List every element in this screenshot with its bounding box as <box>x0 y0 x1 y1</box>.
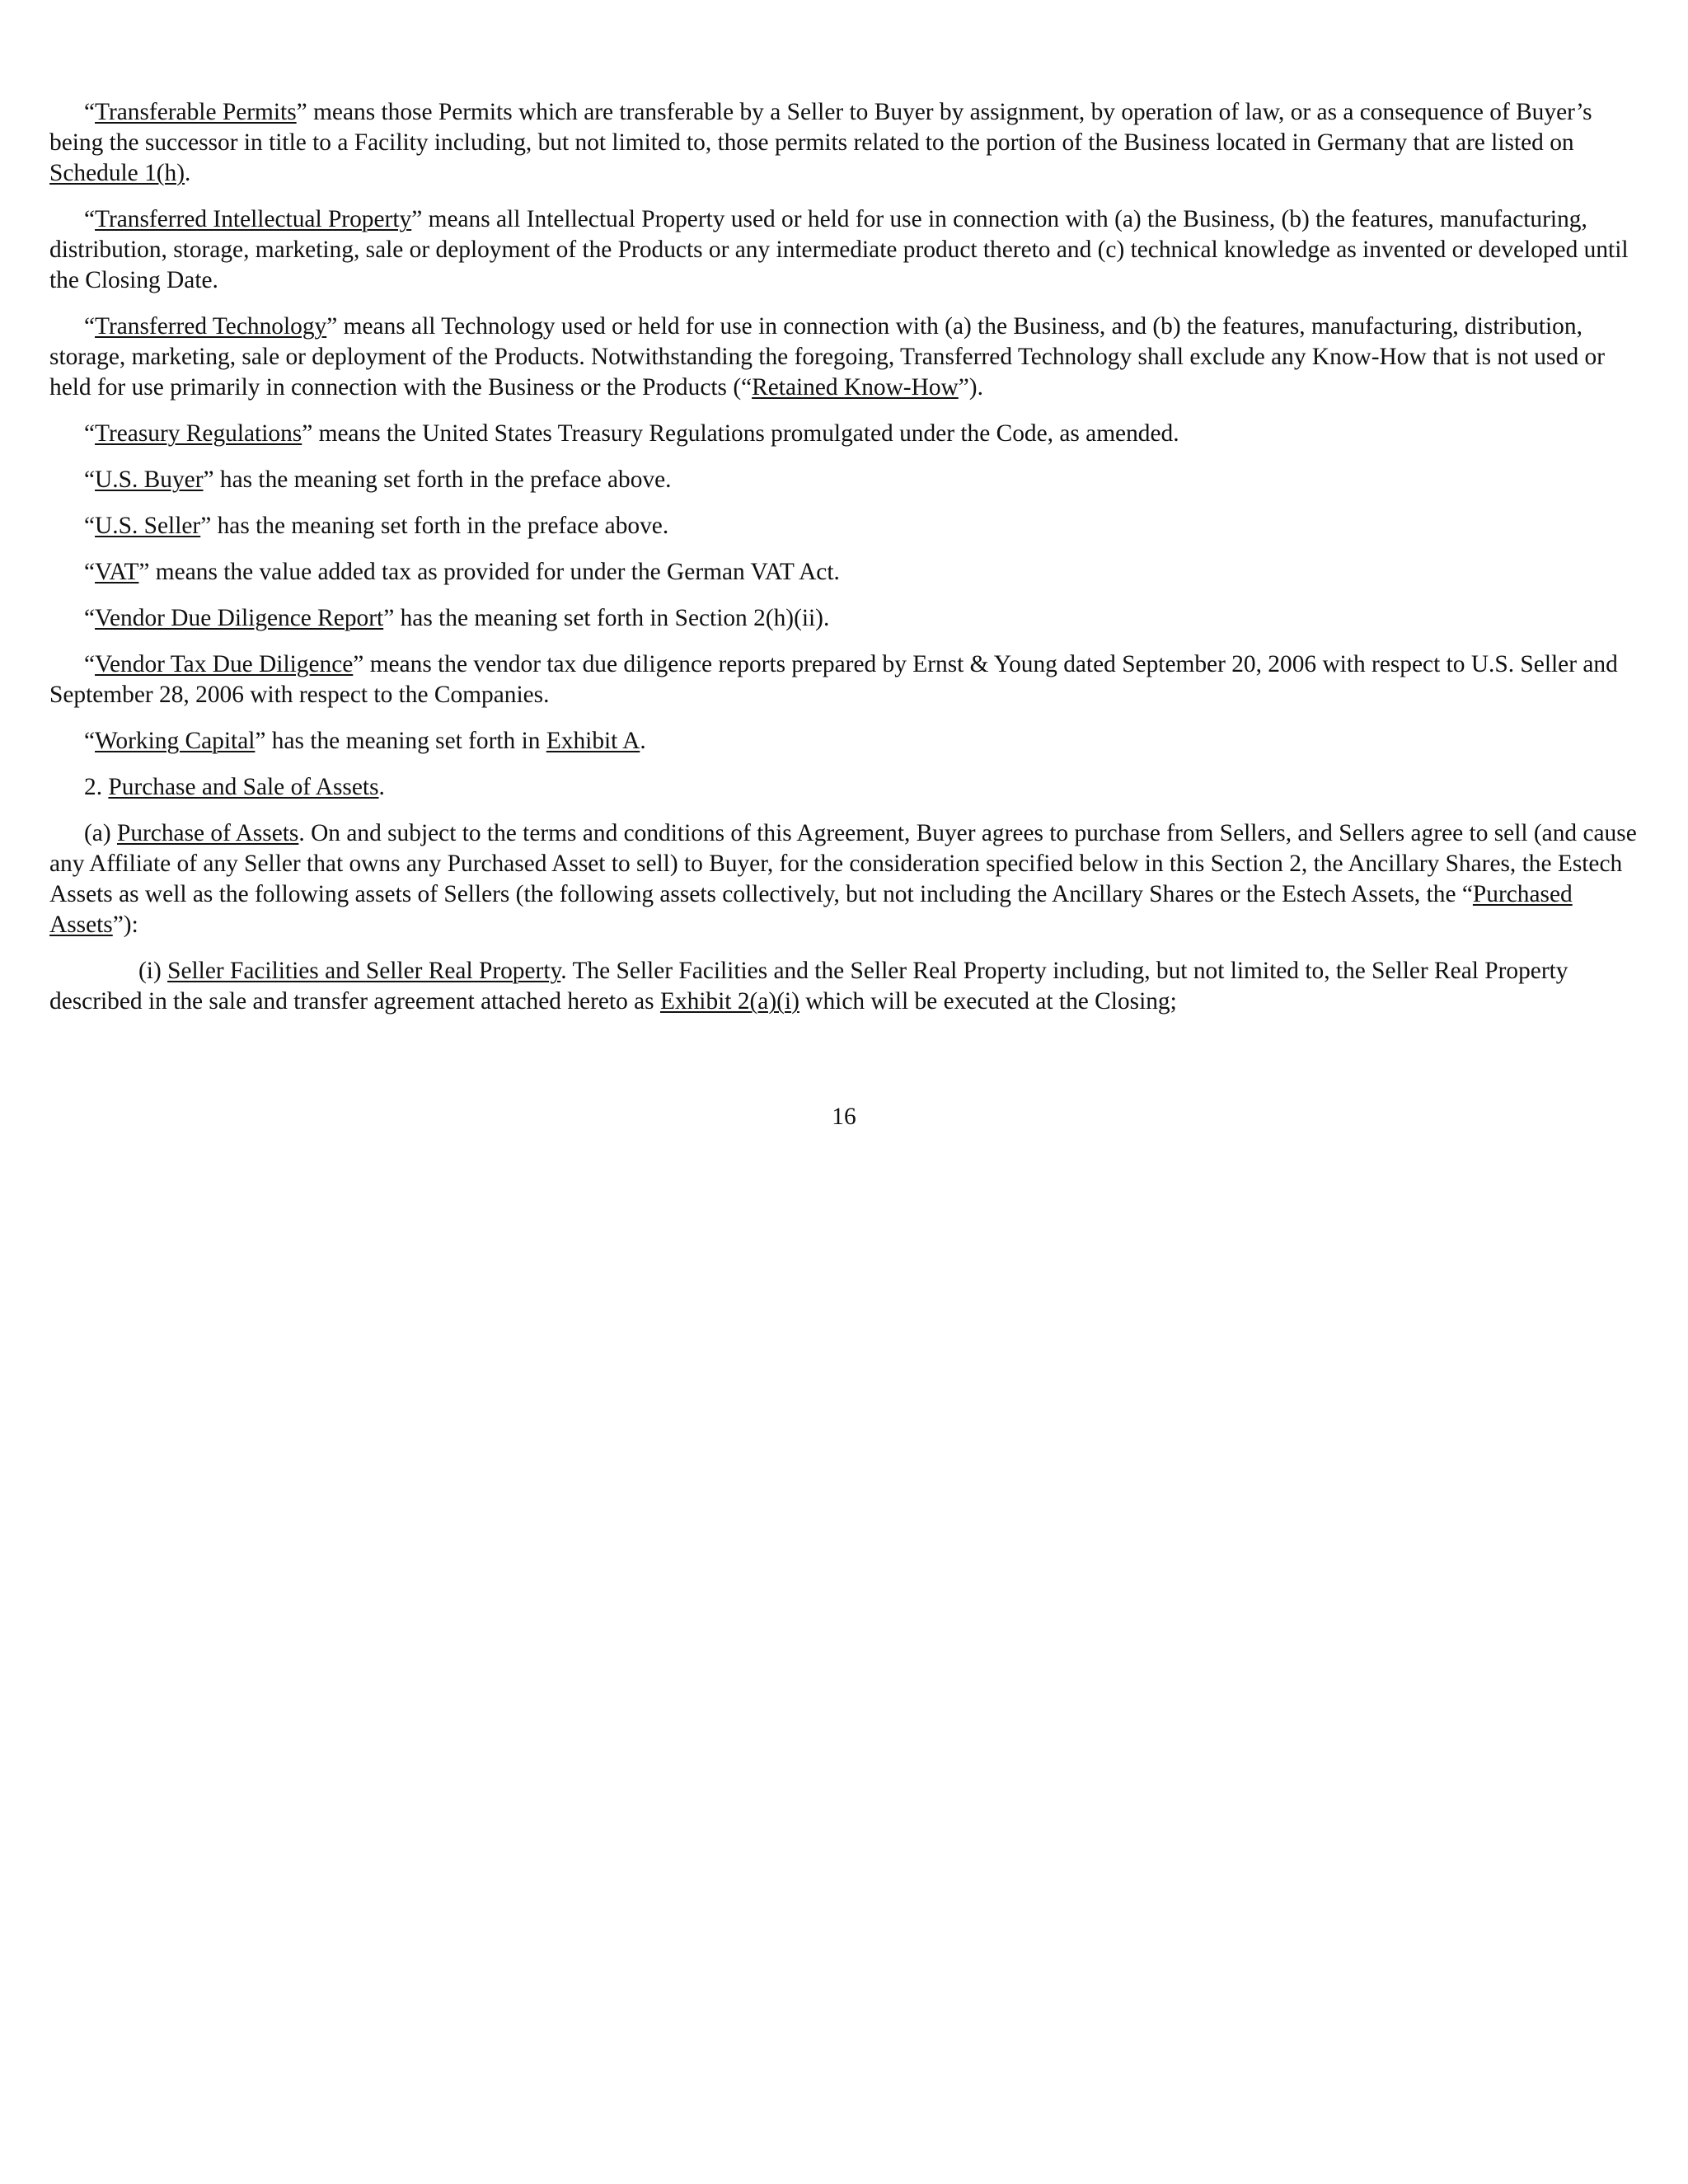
text-run: (i) <box>138 958 168 984</box>
underlined-term: Purchase of Assets <box>116 820 299 846</box>
text-run: (a) <box>84 820 117 846</box>
underlined-term: Purchase and Sale of Assets <box>108 774 379 800</box>
text-run: . The Seller Facilities and the Seller Real Property including, but not limited to, the Seller Real Property described in the sale and transfer agreement attached hereto as <box>49 958 1568 1015</box>
paragraph-def-us-seller <box>49 511 1642 541</box>
text-run: which will be executed at the Closing; <box>799 988 1177 1015</box>
text-run: ” means the value added tax as provided for under the German VAT Act. <box>138 559 840 585</box>
text-run: . <box>640 728 646 754</box>
text-run: “ <box>84 605 96 631</box>
text-run: ” has the meaning set forth in the preface above. <box>203 466 672 493</box>
underlined-term: Transferable Permits <box>95 99 297 125</box>
text-run: “ <box>84 99 96 125</box>
paragraph-def-treasury-regulations <box>49 419 1642 449</box>
underlined-term: Seller Facilities and Seller Real Property <box>167 958 561 984</box>
text-run: . <box>185 160 191 186</box>
underlined-term: Transferred Intellectual Property <box>95 206 412 232</box>
text-run: ” means those Permits which are transferable by a Seller to Buyer by assignment, by operation of law, or as a consequence of Buyer’s being the successor in title to a Facility including, but not limited to, those permits related to the portion of the Business located in Germany that are listed on <box>49 99 1592 156</box>
underlined-term: Exhibit 2(a)(i) <box>659 988 799 1015</box>
text-run: “ <box>84 420 96 447</box>
paragraph-section-2-heading <box>49 772 1642 803</box>
text-run: “ <box>84 559 96 585</box>
underlined-term: VAT <box>95 559 139 585</box>
text-run: ” has the meaning set forth in Section 2(h)(ii). <box>383 605 830 631</box>
text-run: ” means all Intellectual Property used or held for use in connection with (a) the Business, (b) the features, manufacturing, distribution, storage, marketing, sale or deployment of the Products or any intermediate product thereto and (c) technical knowledge as invented or developed until the Closing Date. <box>49 206 1629 293</box>
paragraph-section-2a-purchase-of-assets <box>49 818 1642 940</box>
text-run: “ <box>84 513 96 539</box>
text-run: ” has the meaning set forth in <box>255 728 546 754</box>
text-run: ” means the vendor tax due diligence reports prepared by Ernst & Young dated September 20, 2006 with respect to U.S. Seller and September 28, 2006 with respect to the Companies. <box>49 651 1618 708</box>
paragraph-def-us-buyer <box>49 465 1642 495</box>
paragraph-def-working-capital <box>49 726 1642 757</box>
paragraph-section-2a-i-seller-facilities <box>49 956 1642 1017</box>
paragraph-def-transferable-permits <box>49 97 1642 189</box>
paragraph-def-transferred-technology <box>49 312 1642 403</box>
underlined-term: Transferred Technology <box>95 313 327 340</box>
underlined-term: Schedule 1(h) <box>49 160 185 186</box>
text-run: . <box>378 774 385 800</box>
text-run: “ <box>84 728 96 754</box>
underlined-term: Working Capital <box>95 728 256 754</box>
text-run: “ <box>84 206 96 232</box>
paragraph-def-vendor-tax-due-diligence <box>49 649 1642 710</box>
paragraph-def-vendor-due-diligence-report <box>49 603 1642 634</box>
underlined-term: Vendor Tax Due Diligence <box>95 651 354 677</box>
document-body <box>49 97 1642 1017</box>
text-run: ” means the United States Treasury Regulations promulgated under the Code, as amended. <box>302 420 1179 447</box>
text-run: ” means all Technology used or held for use in connection with (a) the Business, and (b) the features, manufacturing, distribution, storage, marketing, sale or deployment of the Products. Notwithstanding the foregoing, Transferred Technology shall exclude any Know-How that is not used or held for use primarily in connection with the Business or the Products (“ <box>49 313 1605 401</box>
page-number: 16 <box>832 1104 856 1130</box>
underlined-term: Purchased Assets <box>49 881 1573 938</box>
underlined-term: Retained Know-How <box>752 374 959 401</box>
underlined-term: U.S. Buyer <box>95 466 204 493</box>
text-run: “ <box>84 466 96 493</box>
paragraph-def-transferred-intellectual-property <box>49 204 1642 296</box>
text-run: ” has the meaning set forth in the preface above. <box>200 513 669 539</box>
text-run: “ <box>84 313 96 340</box>
text-run: ”): <box>112 912 138 938</box>
underlined-term: Vendor Due Diligence Report <box>95 605 384 631</box>
document-page <box>49 97 1642 1033</box>
text-run: “ <box>84 651 96 677</box>
text-run: ”). <box>958 374 983 401</box>
paragraph-def-vat <box>49 557 1642 588</box>
underlined-term: U.S. Seller <box>95 513 201 539</box>
text-run: . On and subject to the terms and conditions of this Agreement, Buyer agrees to purchase from Sellers, and Sellers agree to sell (and cause any Affiliate of any Seller that owns any Purchased Asset to sell) to Buyer, for the consideration specified below in this Section 2, the Ancillary Shares, the Estech Assets as well as the following assets of Sellers (the following assets collectively, but not including the Ancillary Shares or the Estech Assets, the “ <box>49 820 1637 907</box>
underlined-term: Exhibit A <box>546 728 640 754</box>
text-run: 2. <box>84 774 109 800</box>
underlined-term: Treasury Regulations <box>95 420 302 447</box>
